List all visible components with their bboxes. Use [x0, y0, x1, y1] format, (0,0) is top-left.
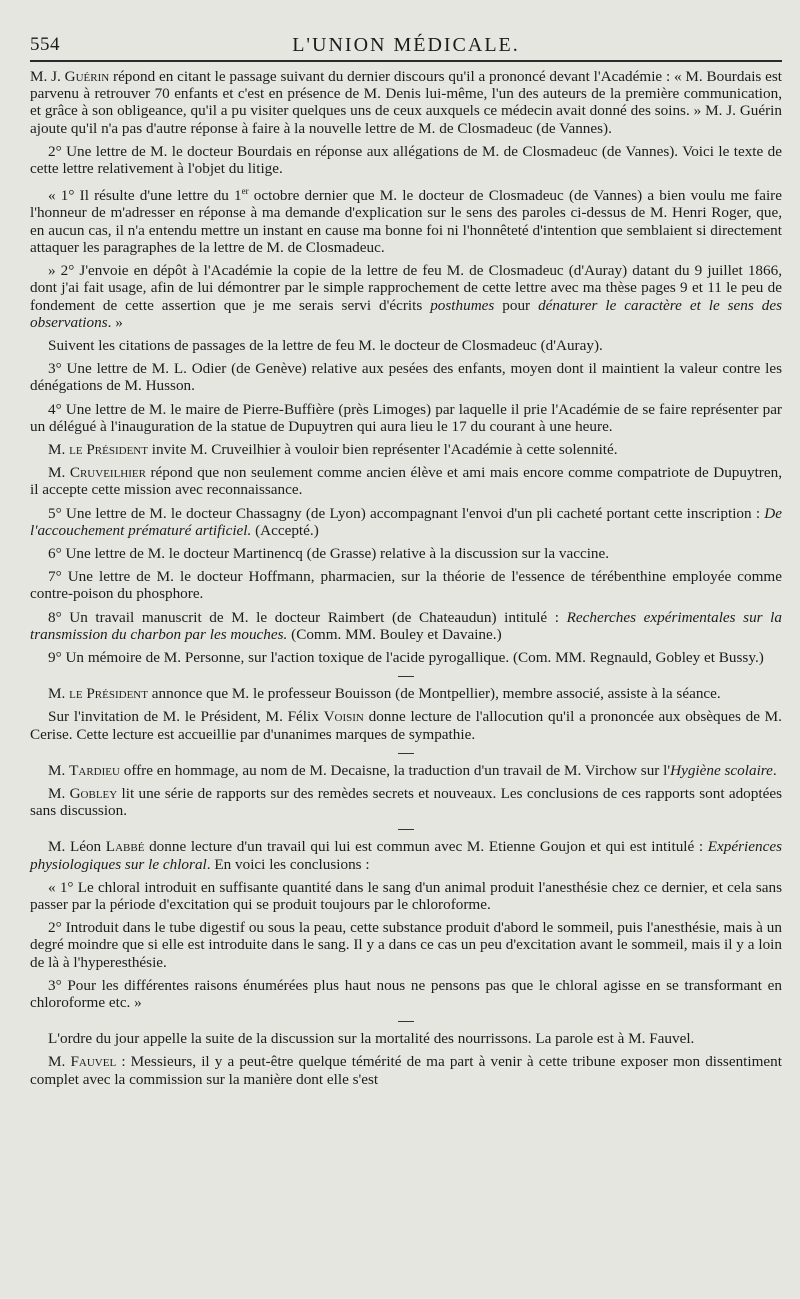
text-run: invite M. Cruveilhier à vouloir bien représenter l'Académie à cette solennité. — [147, 440, 618, 458]
text-run: . » — [107, 313, 123, 331]
text-run: « 1° Il résulte d'une lettre du 1 — [48, 187, 242, 205]
text-run: Tardieu — [69, 761, 120, 779]
text-run: Recherches expérimentales sur la transmission du charbon par les mouches. — [30, 608, 782, 643]
text-run: Sur l'invitation de M. le Président, M. Félix — [48, 708, 324, 726]
text-run: lit une série de rapports sur des remèdes secrets et nouveaux. Les conclusions de ces rapports sont adoptées sans discussion. — [30, 784, 782, 820]
text-run: (Comm. MM. Bouley et Davaine.) — [287, 625, 502, 643]
text-run: L'ordre du jour appelle la suite de la discussion sur la mortalité des nourrissons. La parole est à M. Fauvel. — [48, 1030, 695, 1048]
text-run: donne lecture de l'allocution qu'il a prononcée aux obsèques de M. Cerise. Cette lecture est accueillie par d'unanimes marques de sympathie. — [30, 708, 782, 743]
text-run: (Accepté.) — [251, 521, 319, 539]
section-separator — [30, 825, 782, 834]
text-run: le Président — [69, 440, 148, 458]
paragraph-p17 — [30, 762, 782, 779]
text-run: répond en citant le passage suivant du dernier discours qu'il a prononcé devant l'Académie : « M. Bourdais est parvenu à retrouver 70 enfants et c'est en présence de M. Denis lui-même, l'un des auteurs de la première communication, et grâce à son obligeance, qu'il a pu visiter quelques uns de ceux auxquels ce médecin avait donné des soins. » M. J. Guérin ajoute qu'il n'a pas d'autre réponse à faire à la nouvelle lettre de M. de Closmadeuc (de Vannes). — [30, 68, 782, 137]
paragraph-p9 — [30, 464, 782, 498]
text-run: 4° Une lettre de M. le maire de Pierre-Buffière (près Limoges) par laquelle il prie l'Académie de se faire représenter par un délégué à l'inauguration de la statue de Dupuytren qui aura lieu le 17 du courant à une heure. — [30, 400, 782, 435]
text-run: répond que non seulement comme ancien élève et ami mais encore comme compatriote de Dupuytren, il accepte cette mission avec reconnaissance. — [30, 464, 782, 499]
text-run: Gobley — [69, 784, 118, 802]
paragraph-p14 — [30, 649, 782, 666]
text-run: 3° Pour les différentes raisons énumérées plus haut nous ne pensons pas que le chloral agisse en se transformant en chloroforme etc. » — [30, 976, 782, 1011]
paragraph-p8 — [30, 441, 782, 458]
paragraph-p24 — [30, 1053, 782, 1087]
section-separator — [30, 672, 782, 681]
running-title: L'UNION MÉDICALE. — [292, 34, 520, 56]
text-run: 8° Un travail manuscrit de M. le docteur Raimbert (de Chateaudun) intitulé : — [48, 608, 567, 626]
text-run: Hygiène scolaire — [670, 761, 773, 779]
paragraph-p1 — [30, 68, 782, 137]
paragraph-p19 — [30, 838, 782, 872]
text-run: . En voici les conclusions : — [206, 855, 370, 873]
article-body — [30, 68, 782, 1088]
paragraph-p13 — [30, 609, 782, 643]
text-run: M. — [48, 685, 70, 703]
text-run: octobre dernier que M. le docteur de Closmadeuc (de Vannes) a bien voulu me faire l'honneur de m'adresser en réponse à ma demande d'explication sur le sens des paroles ci-dessus de M. Henri Roger, que, en aucun cas, il n'a entendu mettre un instant en cause ma bonne foi ni l'honnêteté d'intention que semblaient si directement attaquer les paragraphes de la lettre de M. de Closmadeuc. — [30, 187, 782, 256]
text-run: M. — [48, 1053, 71, 1071]
paragraph-p20 — [30, 879, 782, 913]
text-run: Voisin — [323, 708, 364, 726]
text-run: 5° Une lettre de M. le docteur Chassagny (de Lyon) accompagnant l'envoi d'un pli cacheté portant cette inscription : — [48, 504, 765, 522]
text-run: 2° Une lettre de M. le docteur Bourdais en réponse aux allégations de M. de Closmadeuc (de Vannes). Voici le texte de cette lettre relativement à l'objet du litige. — [30, 142, 782, 178]
paragraph-p21 — [30, 919, 782, 971]
text-run: pour — [494, 296, 539, 314]
paragraph-p23 — [30, 1030, 782, 1047]
paragraph-p10 — [30, 505, 782, 539]
text-run: posthumes — [430, 296, 495, 314]
text-run: 7° Une lettre de M. le docteur Hoffmann, pharmacien, sur la théorie de l'essence de térébenthine employée comme contre-poison du phosphore. — [30, 568, 782, 603]
text-run: annonce que M. le professeur Bouisson (de Montpellier), membre associé, assiste à la séance. — [147, 685, 721, 703]
paragraph-p2 — [30, 143, 782, 177]
text-run: le Président — [69, 685, 148, 703]
text-run: Guérin — [64, 68, 110, 85]
paragraph-p15 — [30, 685, 782, 702]
text-run: De l'accouchement prématuré artificiel. — [30, 504, 782, 539]
paragraph-p12 — [30, 568, 782, 602]
text-run: M. — [48, 464, 70, 482]
paragraph-p7 — [30, 401, 782, 435]
page-header — [30, 30, 782, 62]
section-separator — [30, 1017, 782, 1026]
text-run: M. — [48, 761, 70, 779]
paragraph-p3 — [30, 183, 782, 256]
text-run: Suivent les citations de passages de la lettre de feu M. le docteur de Closmadeuc (d'Auray). — [48, 336, 603, 354]
text-run: M. Léon — [48, 838, 106, 856]
text-run: M. — [48, 440, 70, 458]
text-run: : Messieurs, il y a peut-être quelque témérité de ma part à venir à cette tribune exposer mon dissentiment complet avec la commission sur la manière dont elle s'est — [30, 1053, 782, 1088]
text-run: 6° Une lettre de M. le docteur Martinencq (de Grasse) relative à la discussion sur la vaccine. — [48, 544, 610, 562]
text-run: « 1° Le chloral introduit en suffisante quantité dans le sang d'un animal produit l'anesthésie chez ce dernier, et cela sans passer par la période d'excitation qui se produit toujours par le chloroforme. — [30, 878, 782, 913]
paragraph-p18 — [30, 785, 782, 819]
paragraph-p4 — [30, 262, 782, 331]
text-run: 2° Introduit dans le tube digestif ou sous la peau, cette substance produit d'abord le sommeil, puis l'anesthésie, mais à un degré moindre que si elle est introduite dans le sang. Il y a dans ce cas un peu d'excitation avant le sommeil, mais il y a loin de là à l'hyperesthésie. — [30, 919, 782, 971]
text-run: offre en hommage, au nom de M. Decaisne, la traduction d'un travail de M. Virchow sur l' — [119, 761, 671, 779]
page-number: 554 — [30, 34, 60, 55]
text-run: M. J. — [30, 68, 65, 85]
text-run: dénaturer le caractère et le sens des observations — [30, 296, 782, 331]
text-run: 3° Une lettre de M. L. Odier (de Genève) relative aux pesées des enfants, moyen dont il maintient la valeur contre les dénégations de M. Husson. — [30, 360, 782, 395]
text-run: M. — [48, 784, 70, 802]
text-run: . — [772, 761, 777, 779]
paragraph-p5 — [30, 337, 782, 354]
text-run: donne lecture d'un travail qui lui est commun avec M. Etienne Goujon et qui est intitulé : — [144, 838, 708, 856]
paragraph-p22 — [30, 977, 782, 1011]
paragraph-p11 — [30, 545, 782, 562]
text-run: er — [241, 186, 249, 197]
text-run: Cruveilhier — [69, 464, 146, 482]
paragraph-p16 — [30, 708, 782, 742]
text-run: Labbé — [105, 838, 145, 856]
text-run: Expériences physiologiques sur le chloral — [30, 838, 782, 873]
text-run: Fauvel — [70, 1053, 117, 1071]
text-run: » 2° J'envoie en dépôt à l'Académie la copie de la lettre de feu M. de Closmadeuc (d'Auray) datant du 9 juillet 1866, dont j'ai fait usage, afin de lui démontrer par le simple rapprochement de cette lettre avec ma thèse pages 9 et 11 le peu de fondement de cette assertion que je me serais servi d'écrits — [30, 262, 782, 314]
section-separator — [30, 749, 782, 758]
paragraph-p6 — [30, 360, 782, 394]
text-run: 9° Un mémoire de M. Personne, sur l'action toxique de l'acide pyrogallique. (Com. MM. Regnauld, Gobley et Bussy.) — [48, 648, 764, 666]
